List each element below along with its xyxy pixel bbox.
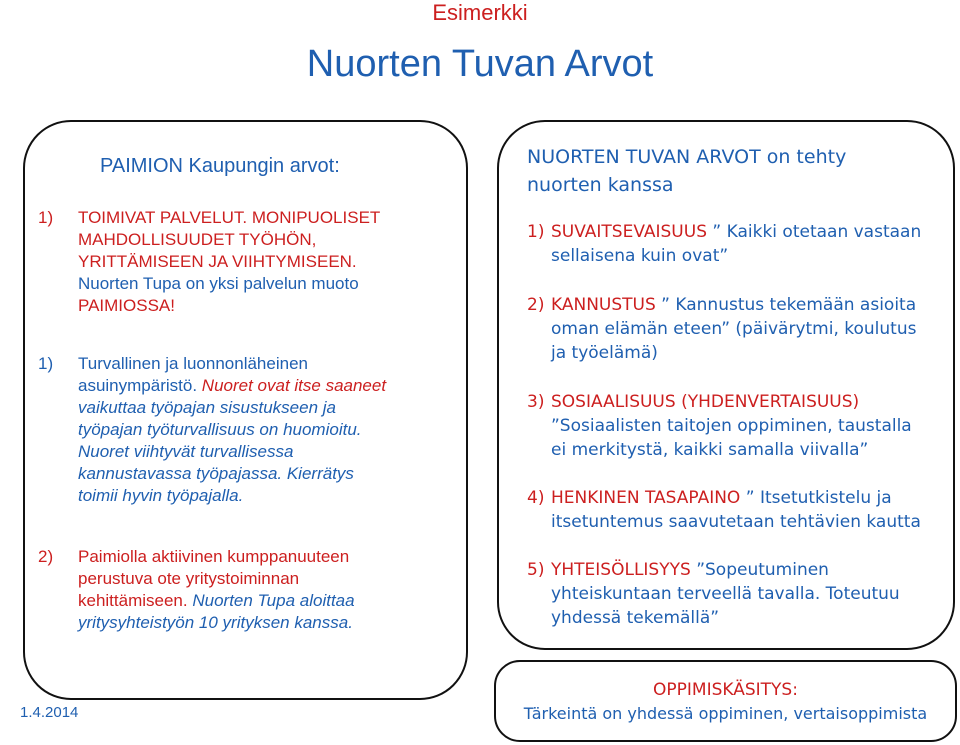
left-heading: PAIMION Kaupungin arvot:: [100, 155, 340, 177]
right-heading: [527, 143, 846, 199]
right-item-3-number: 3): [527, 392, 545, 412]
right-item-2-l1: ” Kannustus tekemään asioita: [655, 295, 917, 315]
right-item-1-number: 1): [527, 222, 545, 242]
left-item-1-line5: PAIMIOSSA!: [78, 296, 175, 315]
left-item-3-line1: Paimiolla aktiivinen kumppanuuteen: [78, 547, 350, 566]
left-item-2-line1: Turvallinen ja luonnonläheinen: [78, 354, 308, 373]
right-item-3-key: SOSIAALISUUS (YHDENVERTAISUUS): [551, 392, 860, 412]
left-item-3-number: 2): [38, 547, 54, 566]
right-item-5-number: 5): [527, 560, 545, 580]
right-item-5-l2: yhteiskuntaan terveellä tavalla. Toteutuu: [551, 584, 900, 604]
date-label: 1.4.2014: [20, 704, 79, 721]
learning-concept-heading: OPPIMISKÄSITYS:: [653, 680, 798, 700]
left-item-2-line5: Nuoret viihtyvät turvallisessa: [78, 442, 294, 461]
left-item-2-line7: toimii hyvin työpajalla.: [78, 486, 244, 505]
left-item-1-line2: MAHDOLLISUUDET TYÖHÖN,: [78, 230, 317, 249]
left-item-1-number: 1): [38, 208, 54, 227]
right-item-2-number: 2): [527, 295, 545, 315]
right-item-2-l3: ja työelämä): [551, 343, 658, 363]
left-item-2-line2b: Nuoret ovat itse saaneet: [197, 376, 387, 395]
right-item-1-l2: sellaisena kuin ovat”: [551, 246, 729, 266]
left-item-3-line4: yritysyhteistyön 10 yrityksen kanssa.: [78, 613, 353, 632]
right-heading-line1: NUORTEN TUVAN ARVOT on tehty: [527, 146, 847, 168]
right-item-5-l1: ”Sopeutuminen: [690, 560, 829, 580]
right-item-5-key: YHTEISÖLLISYYS: [551, 560, 691, 580]
right-item-5-l3: yhdessä tekemällä”: [551, 608, 720, 628]
left-item-3-line3b: Nuorten Tupa aloittaa: [187, 591, 355, 610]
page-title: Nuorten Tuvan Arvot: [306, 43, 654, 85]
left-item-1-line4: Nuorten Tupa on yksi palvelun muoto: [78, 274, 359, 293]
left-item-2-number: 1): [38, 354, 54, 373]
left-item-3-line3a: kehittämiseen.: [78, 591, 188, 610]
right-item-4-key: HENKINEN TASAPAINO: [551, 488, 741, 508]
right-item-1-l1: ” Kaikki otetaan vastaan: [707, 222, 922, 242]
right-item-4-l2: itsetuntemus saavutetaan tehtävien kautta: [551, 512, 921, 532]
right-item-2-l2: oman elämän eteen” (päivärytmi, koulutus: [551, 319, 917, 339]
learning-concept-text: Tärkeintä on yhdessä oppiminen, vertaisoppimista: [523, 704, 928, 723]
left-item-3-line2: perustuva ote yritystoiminnan: [78, 569, 300, 588]
right-heading-line2: nuorten kanssa: [527, 174, 674, 196]
left-item-2-line3: vaikuttaa työpajan sisustukseen ja: [78, 398, 336, 417]
right-item-4-number: 4): [527, 488, 545, 508]
right-item-3-l3: ei merkitystä, kaikki samalla viivalla”: [551, 440, 869, 460]
right-item-4-l1: ” Itsetutkistelu ja: [740, 488, 892, 508]
left-item-1-line3: YRITTÄMISEEN JA VIIHTYMISEEN.: [78, 252, 357, 271]
left-item-2-line6: kannustavassa työpajassa. Kierrätys: [78, 464, 354, 483]
left-item-1-line1: TOIMIVAT PALVELUT. MONIPUOLISET: [78, 208, 381, 227]
example-label: Esimerkki: [432, 0, 528, 25]
right-item-1-key: SUVAITSEVAISUUS: [551, 222, 707, 242]
left-item-2-line2a: asuinympäristö.: [78, 376, 198, 395]
left-item-2-line4: työpajan työturvallisuus on huomioitu.: [78, 420, 362, 439]
right-item-3-l2: ”Sosiaalisten taitojen oppiminen, taustalla: [551, 416, 912, 436]
right-item-2-key: KANNUSTUS: [551, 295, 656, 315]
